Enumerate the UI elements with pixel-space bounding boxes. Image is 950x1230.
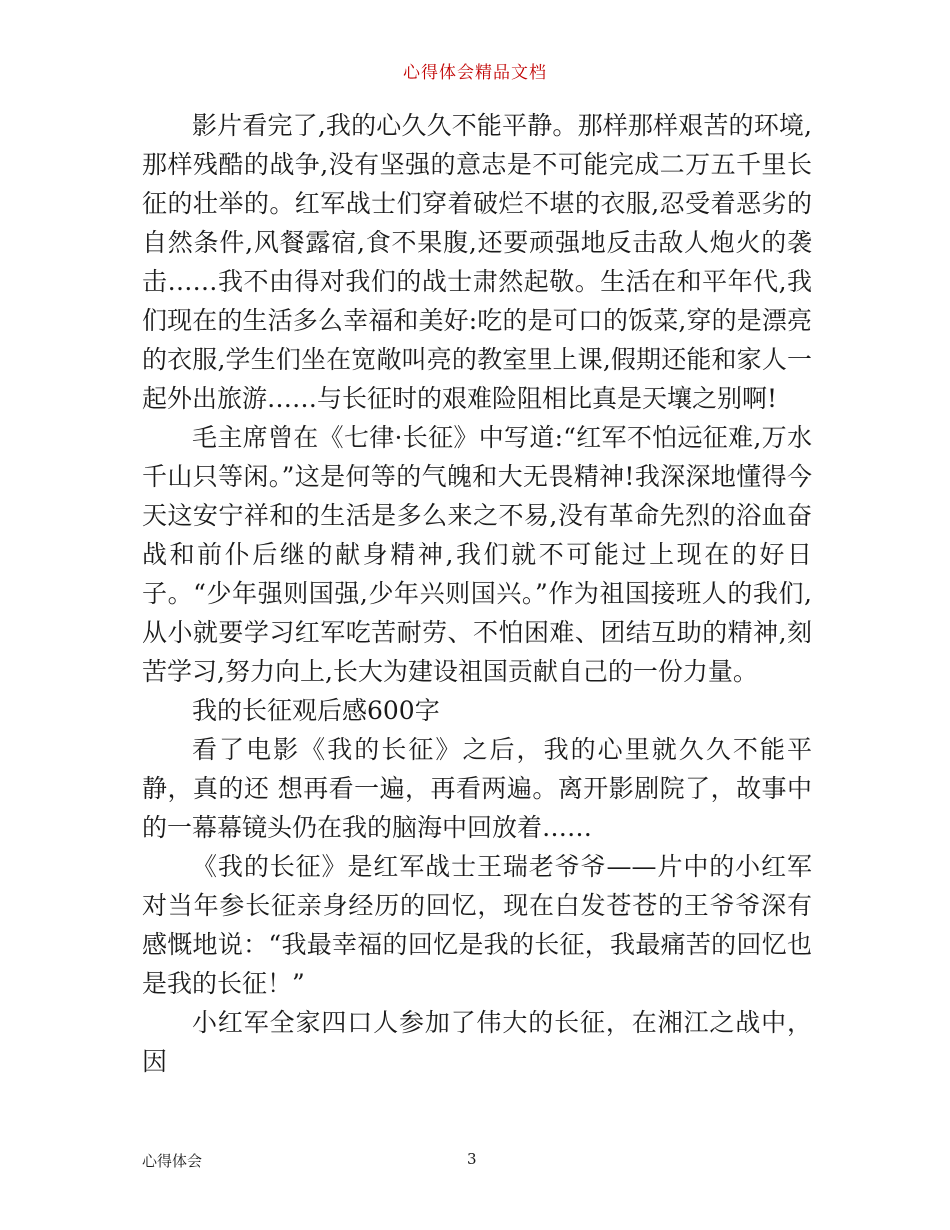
paragraph-4: 《我的长征》是红军战士王瑞老爷爷——片中的小红军对当年参长征亲身经历的回忆，现在白发苍苍的王爷爷深有感慨地说：“我最幸福的回忆是我的长征，我最痛苦的回忆也是我的长征！” — [142, 852, 812, 998]
paragraph-2: 毛主席曾在《七律·长征》中写道:“红军不怕远征难,万水千山只等闲。”这是何等的气魄和大无畏精神!我深深地懂得今天这安宁祥和的生活是多么来之不易,没有革命先烈的浴血奋战和前仆后继的献身精神,我们就不可能过上现在的好日子。“少年强则国强,少年兴则国兴。”作为祖国接班人的我们,从小就要学习红军吃苦耐劳、不怕困难、团结互助的精神,刻苦学习,努力向上,长大为建设祖国贡献自己的一份力量。 — [142, 423, 812, 686]
paragraph-3: 看了电影《我的长征》之后，我的心里就久久不能平静，真的还 想再看一遍，再看两遍。离开影剧院了，故事中的一幕幕镜头仍在我的脑海中回放着…… — [142, 735, 812, 842]
paragraph-1: 影片看完了,我的心久久不能平静。那样那样艰苦的环境,那样残酷的战争,没有坚强的意志是不可能完成二万五千里长征的壮举的。红军战士们穿着破烂不堪的衣服,忍受着恶劣的自然条件,风餐露宿,食不果腹,还要顽强地反击敌人炮火的袭击……我不由得对我们的战士肃然起敬。生活在和平年代,我们现在的生活多么幸福和美好:吃的是可口的饭菜,穿的是漂亮的衣服,学生们坐在宽敞叫亮的教室里上课,假期还能和家人一起外出旅游……与长征时的艰难险阻相比真是天壤之别啊! — [142, 111, 812, 413]
document-body — [142, 106, 812, 1081]
page-number: 3 — [467, 1150, 477, 1168]
section-heading: 我的长征观后感600字 — [192, 696, 440, 725]
paragraph-5: 小红军全家四口人参加了伟大的长征，在湘江之战中，因 — [142, 1008, 812, 1076]
footer-label: 心得体会 — [142, 1152, 203, 1170]
page-header-title: 心得体会精品文档 — [403, 63, 547, 83]
